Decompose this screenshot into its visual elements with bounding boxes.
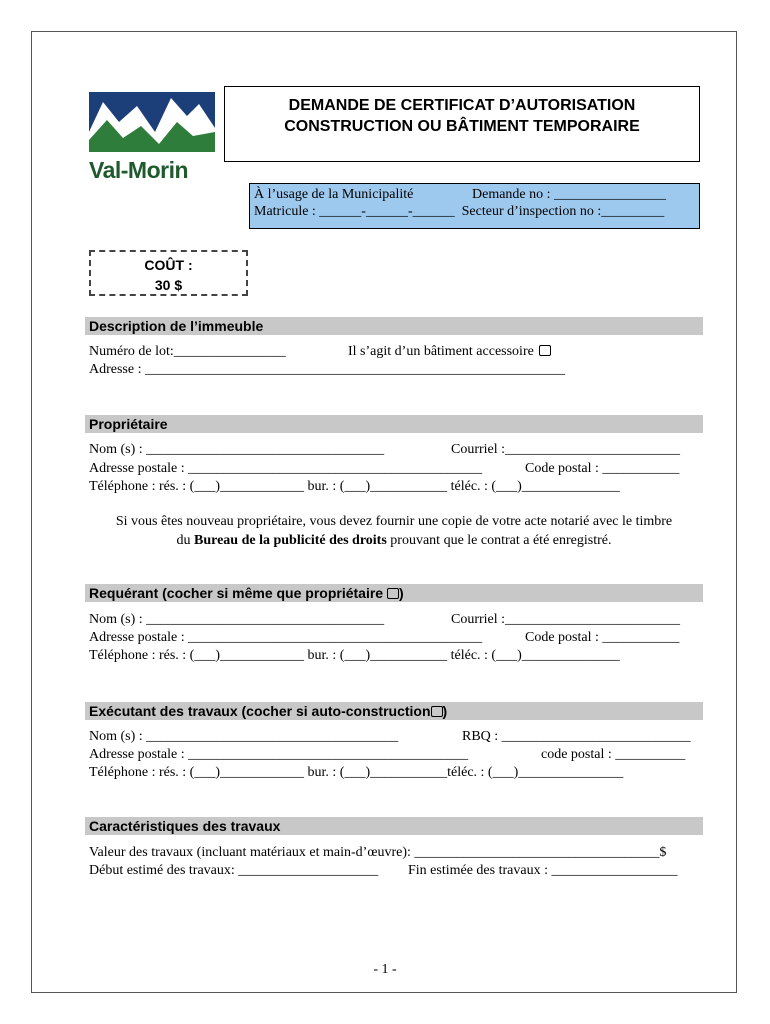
page-number: - 1 -	[373, 962, 397, 977]
cost-box	[89, 250, 248, 296]
document-title	[224, 86, 700, 162]
cost-label: COÛT :	[144, 257, 193, 273]
executant-adresse-field[interactable]: Adresse postale : ________________________________________	[89, 747, 469, 762]
section-immeuble: Description de l’immeuble	[85, 317, 703, 335]
section-caracteristiques: Caractéristiques des travaux	[85, 817, 703, 835]
proprietaire-code-field[interactable]: Code postal : ___________	[525, 461, 680, 476]
logo-text: Val-Morin	[89, 157, 189, 183]
requerant-code-field[interactable]: Code postal : ___________	[525, 630, 680, 645]
proprietaire-telephone-field[interactable]: Téléphone : rés. : (___)____________ bur. : (___)___________ téléc. : (___)______________	[89, 479, 620, 494]
title-line-1: DEMANDE DE CERTIFICAT D’AUTORISATION	[288, 97, 636, 114]
fin-travaux-field[interactable]: Fin estimée des travaux : __________________	[408, 863, 678, 878]
secteur-field[interactable]: Secteur d’inspection no :_________	[461, 204, 665, 219]
requerant-adresse-field[interactable]: Adresse postale : __________________________________________	[89, 630, 483, 645]
requerant-telephone-field[interactable]: Téléphone : rés. : (___)____________ bur. : (___)___________ téléc. : (___)______________	[89, 648, 620, 663]
requerant-nom-field[interactable]: Nom (s) : __________________________________	[89, 612, 385, 627]
usage-label: À l’usage de la Municipalité	[254, 187, 414, 202]
debut-travaux-field[interactable]: Début estimé des travaux: ____________________	[89, 863, 379, 878]
executant-code-field[interactable]: code postal : __________	[541, 747, 686, 762]
section-executant: Exécutant des travaux (cocher si auto-construction )	[85, 702, 703, 720]
proprietaire-nom-field[interactable]: Nom (s) : __________________________________	[89, 442, 385, 457]
auto-construction-checkbox[interactable]	[431, 706, 443, 717]
cost-value: 30 $	[154, 277, 183, 293]
accessoire-checkbox[interactable]	[539, 345, 551, 356]
accessoire-row	[348, 343, 551, 360]
proprietaire-courriel-field[interactable]: Courriel :_________________________	[451, 442, 681, 457]
bureau-publicite: Bureau de la publicité des droits	[194, 533, 387, 548]
title-line-2: CONSTRUCTION OU BÂTIMENT TEMPORAIRE	[284, 118, 640, 135]
immeuble-adresse-field[interactable]: Adresse : ____________________________________________________________	[89, 362, 565, 377]
section-proprietaire: Propriétaire	[85, 415, 703, 433]
proprietaire-adresse-field[interactable]: Adresse postale : __________________________________________	[89, 461, 483, 476]
lot-row	[89, 343, 286, 360]
accessoire-label: Il s’agit d’un bâtiment accessoire	[348, 344, 534, 359]
lot-field[interactable]: Numéro de lot:________________	[89, 344, 286, 359]
section-requerant: Requérant (cocher si même que propriétaire )	[85, 584, 703, 602]
requerant-courriel-field[interactable]: Courriel :_________________________	[451, 612, 681, 627]
valeur-travaux-field[interactable]: Valeur des travaux (incluant matériaux et main-d’œuvre): ___________________________________$	[89, 845, 667, 860]
demande-field[interactable]: Demande no : ________________	[472, 187, 667, 202]
notary-note-line-1: Si vous êtes nouveau propriétaire, vous devez fournir une copie de votre acte notarié avec le timbre	[115, 514, 673, 529]
executant-nom-field[interactable]: Nom (s) : ____________________________________	[89, 729, 399, 744]
notary-note	[85, 512, 703, 550]
notary-note-line-2: du Bureau de la publicité des droits prouvant que le contrat a été enregistré.	[176, 533, 612, 548]
requerant-same-checkbox[interactable]	[387, 588, 399, 599]
executant-telephone-field[interactable]: Téléphone : rés. : (___)____________ bur. : (___)___________téléc. : (___)_______________	[89, 765, 624, 780]
municipality-use-box	[249, 183, 700, 229]
executant-rbq-field[interactable]: RBQ : ___________________________	[462, 729, 691, 744]
matricule-field[interactable]: Matricule : ______-______-______	[254, 204, 455, 219]
